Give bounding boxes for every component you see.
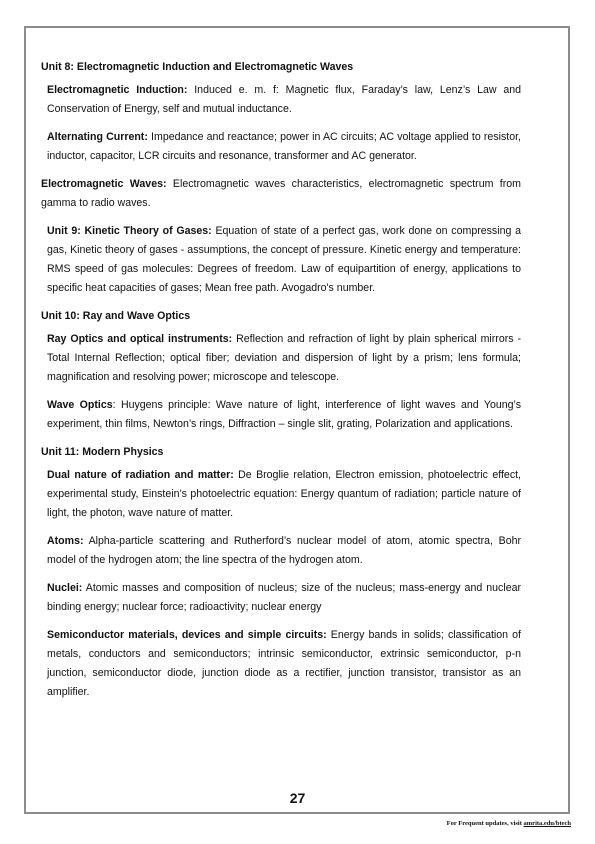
- atoms-paragraph: [47, 532, 521, 570]
- footer-note: [447, 820, 571, 827]
- ac-paragraph: [47, 128, 521, 166]
- em-waves-text: Electromagnetic waves characteristics, electromagnetic spectrum from gamma to radio waves.: [41, 178, 521, 209]
- em-waves-paragraph: [41, 175, 521, 213]
- nuclei-title: Nuclei:: [47, 582, 83, 594]
- page-number: 27: [289, 790, 306, 806]
- em-induction-text: Induced e. m. f: Magnetic flux, Faraday’s law, Lenz’s Law and Conservation of Energy, self and mutual inductance.: [47, 84, 521, 115]
- unit-10-heading: Unit 10: Ray and Wave Optics: [41, 310, 191, 322]
- wave-optics-paragraph: [47, 396, 521, 434]
- ac-text: Impedance and reactance; power in AC circuits; AC voltage applied to resistor, inductor, capacitor, LCR circuits and resonance, transformer and AC generator.: [47, 131, 521, 162]
- footer-prefix: For Frequent updates, visit: [446, 820, 524, 827]
- wave-optics-title: Wave Optics: [47, 399, 113, 411]
- wave-optics-text: : Huygens principle: Wave nature of light, interference of light waves and Young’s experiment, thin films, Newton’s rings, Diffraction – single slit, grating, Polarization and applications.: [47, 399, 521, 430]
- unit-11-heading: Unit 11: Modern Physics: [41, 446, 164, 458]
- semiconductor-text: Energy bands in solids; classification of metals, conductors and semiconductors; intrinsic semiconductor, extrinsic semiconductor, p-n junction, semiconductor diode, junction diode as a rectifier, junction transistor, transistor as an amplifier.: [47, 629, 521, 698]
- ac-title: Alternating Current:: [47, 131, 148, 143]
- ray-optics-title: Ray Optics and optical instruments:: [47, 333, 233, 345]
- atoms-title: Atoms:: [47, 535, 84, 547]
- nuclei-paragraph: [47, 579, 521, 617]
- semiconductor-paragraph: [47, 626, 521, 702]
- dual-nature-title: Dual nature of radiation and matter:: [47, 469, 234, 481]
- ray-optics-paragraph: [47, 330, 521, 387]
- nuclei-text: Atomic masses and composition of nucleus; size of the nucleus; mass-energy and nuclear binding energy; nuclear force; radioactivity; nuclear energy: [47, 582, 522, 613]
- semiconductor-title: Semiconductor materials, devices and simple circuits:: [47, 629, 327, 641]
- dual-nature-text: De Broglie relation, Electron emission, photoelectric effect, experimental study, Einstein’s photoelectric equation: Energy quantum of radiation; particle nature of light, the photon, wave nature of matter.: [47, 469, 521, 519]
- unit-9-paragraph: [47, 222, 521, 298]
- ray-optics-text: Reflection and refraction of light by plain spherical mirrors - Total Internal Reflection; optical fiber; deviation and dispersion of light by a prism; lens formula; magnification and resolving power; microscope and telescope.: [47, 333, 521, 383]
- dual-nature-paragraph: [47, 466, 521, 523]
- footer-link[interactable]: amrita.edu/btech: [523, 820, 571, 827]
- em-induction-paragraph: [47, 81, 521, 119]
- unit-9-text: Equation of state of a perfect gas, work done on compressing a gas, Kinetic theory of gases - assumptions, the concept of pressure. Kinetic energy and temperature: RMS speed of gas molecules: Degrees of freedom. Law of equipartition of energy, applications to specific heat capacities of gases; Mean free path. Avogadro's number.: [47, 225, 521, 294]
- em-waves-title: Electromagnetic Waves:: [41, 178, 167, 190]
- unit-9-heading: Unit 9: Kinetic Theory of Gases:: [47, 225, 212, 237]
- syllabus-content: [41, 58, 521, 702]
- atoms-text: Alpha-particle scattering and Rutherford’s nuclear model of atom, atomic spectra, Bohr model of the hydrogen atom; the line spectra of the hydrogen atom.: [47, 535, 522, 566]
- em-induction-title: Electromagnetic Induction:: [47, 84, 188, 96]
- unit-8-heading: Unit 8: Electromagnetic Induction and Electromagnetic Waves: [41, 61, 354, 73]
